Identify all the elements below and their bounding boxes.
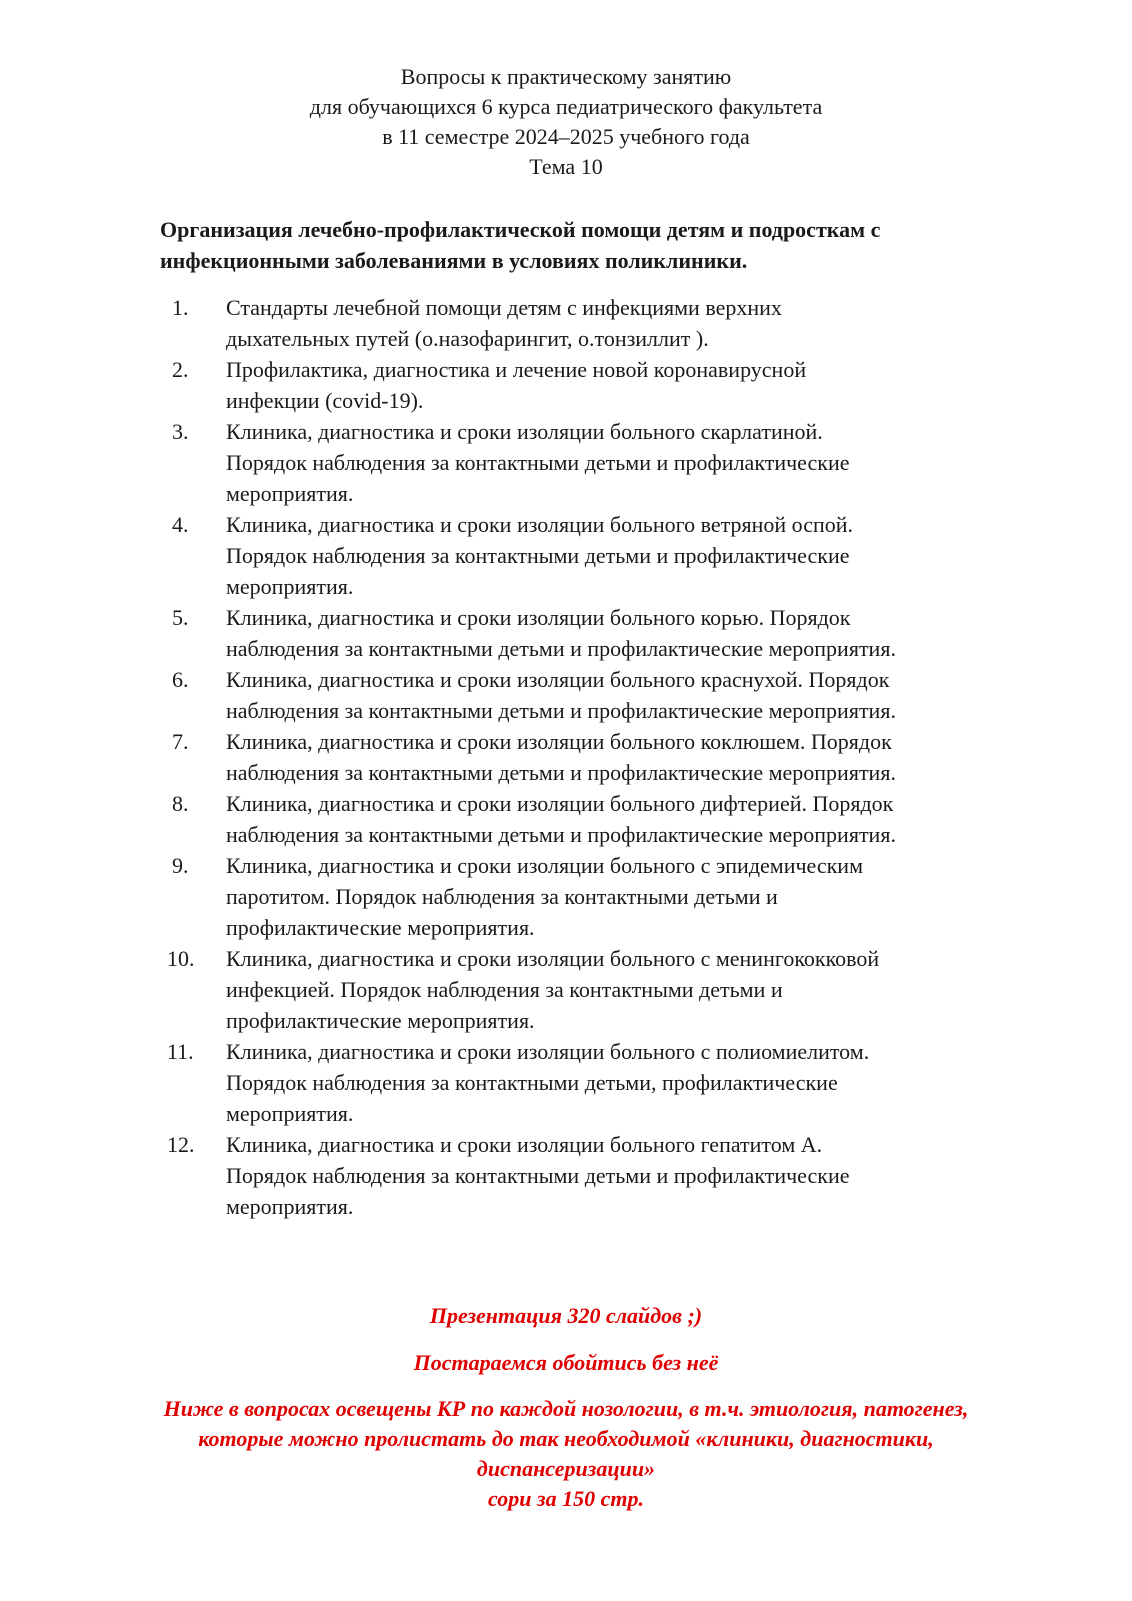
- question-number: 7.: [172, 729, 189, 754]
- question-item: [0, 664, 1026, 726]
- header-line-4: Тема 10: [529, 154, 603, 179]
- question-text-line: профилактические мероприятия.: [226, 915, 535, 940]
- question-item: [0, 292, 1026, 354]
- question-number: 5.: [172, 605, 189, 630]
- question-text-line: Порядок наблюдения за контактными детьми и профилактические: [226, 450, 850, 475]
- question-item: [0, 943, 1026, 1036]
- question-text-line: Стандарты лечебной помощи детям с инфекциями верхних: [226, 295, 782, 320]
- question-item: [0, 602, 1026, 664]
- question-text-line: паротитом. Порядок наблюдения за контактными детьми и: [226, 884, 778, 909]
- question-text-line: Порядок наблюдения за контактными детьми, профилактические: [226, 1070, 838, 1095]
- question-item: [0, 788, 1026, 850]
- question-text-line: Клиника, диагностика и сроки изоляции больного с эпидемическим: [226, 853, 864, 878]
- question-text-line: дыхательных путей (о.назофарингит, о.тонзиллит ).: [226, 326, 709, 351]
- question-text-line: инфекцией. Порядок наблюдения за контактными детьми и: [226, 977, 783, 1002]
- question-text-line: мероприятия.: [226, 1194, 354, 1219]
- question-text-line: Клиника, диагностика и сроки изоляции больного гепатитом А.: [226, 1132, 823, 1157]
- footer-line-6: сори за 150 стр.: [488, 1486, 644, 1511]
- header-line-1: Вопросы к практическому занятию: [400, 64, 732, 89]
- topic-title: [160, 214, 1060, 276]
- question-text-line: мероприятия.: [226, 481, 354, 506]
- question-text-line: Клиника, диагностика и сроки изоляции больного с полиомиелитом.: [226, 1039, 870, 1064]
- question-item: [0, 726, 1026, 788]
- header-line-2: для обучающихся 6 курса педиатрического факультета: [309, 94, 823, 119]
- question-number: 8.: [172, 791, 189, 816]
- topic-line-2: инфекционными заболеваниями в условиях поликлиники.: [160, 248, 748, 273]
- question-item: [0, 416, 1026, 509]
- footer-line-1: Презентация 320 слайдов ;): [429, 1303, 703, 1328]
- footer-line-2: Постараемся обойтись без неё: [413, 1350, 719, 1375]
- question-text-line: Клиника, диагностика и сроки изоляции больного ветряной оспой.: [226, 512, 853, 537]
- question-text-line: Клиника, диагностика и сроки изоляции больного краснухой. Порядок: [226, 667, 890, 692]
- question-number: 3.: [172, 419, 189, 444]
- question-text-line: наблюдения за контактными детьми и профилактические мероприятия.: [226, 760, 896, 785]
- question-number: 11.: [167, 1039, 194, 1064]
- question-text-line: инфекции (covid-19).: [226, 388, 424, 413]
- question-item: [0, 1129, 1026, 1222]
- question-text-line: мероприятия.: [226, 1101, 354, 1126]
- question-item: [0, 1036, 1026, 1129]
- question-text-line: Клиника, диагностика и сроки изоляции больного дифтерией. Порядок: [226, 791, 894, 816]
- question-item: [0, 509, 1026, 602]
- question-text-line: Клиника, диагностика и сроки изоляции больного с менингококковой: [226, 946, 880, 971]
- header-line-3: в 11 семестре 2024–2025 учебного года: [382, 124, 750, 149]
- question-text-line: мероприятия.: [226, 574, 354, 599]
- question-number: 1.: [172, 295, 189, 320]
- question-number: 2.: [172, 357, 189, 382]
- question-item: [0, 850, 1026, 943]
- question-text-line: Порядок наблюдения за контактными детьми и профилактические: [226, 1163, 850, 1188]
- question-text-line: Порядок наблюдения за контактными детьми и профилактические: [226, 543, 850, 568]
- topic-line-1: Организация лечебно-профилактической помощи детям и подросткам с: [160, 217, 881, 242]
- footer-line-5: диспансеризации»: [476, 1456, 656, 1481]
- footer-note: [0, 1301, 1132, 1514]
- document-header: [0, 62, 1132, 182]
- question-text-line: Профилактика, диагностика и лечение новой коронавирусной: [226, 357, 807, 382]
- question-text-line: профилактические мероприятия.: [226, 1008, 535, 1033]
- question-item: [0, 354, 1026, 416]
- questions-list: [0, 292, 1132, 1222]
- question-number: 4.: [172, 512, 189, 537]
- question-text-line: Клиника, диагностика и сроки изоляции больного корью. Порядок: [226, 605, 851, 630]
- footer-line-4: которые можно пролистать до так необходимой «клиники, диагностики,: [198, 1426, 934, 1451]
- question-number: 6.: [172, 667, 189, 692]
- question-text-line: Клиника, диагностика и сроки изоляции больного коклюшем. Порядок: [226, 729, 892, 754]
- question-number: 12.: [167, 1132, 195, 1157]
- footer-line-3: Ниже в вопросах освещены КР по каждой нозологии, в т.ч. этиология, патогенез,: [163, 1396, 969, 1421]
- question-number: 10.: [167, 946, 195, 971]
- question-text-line: наблюдения за контактными детьми и профилактические мероприятия.: [226, 698, 896, 723]
- question-number: 9.: [172, 853, 189, 878]
- question-text-line: наблюдения за контактными детьми и профилактические мероприятия.: [226, 636, 896, 661]
- question-text-line: Клиника, диагностика и сроки изоляции больного скарлатиной.: [226, 419, 823, 444]
- question-text-line: наблюдения за контактными детьми и профилактические мероприятия.: [226, 822, 896, 847]
